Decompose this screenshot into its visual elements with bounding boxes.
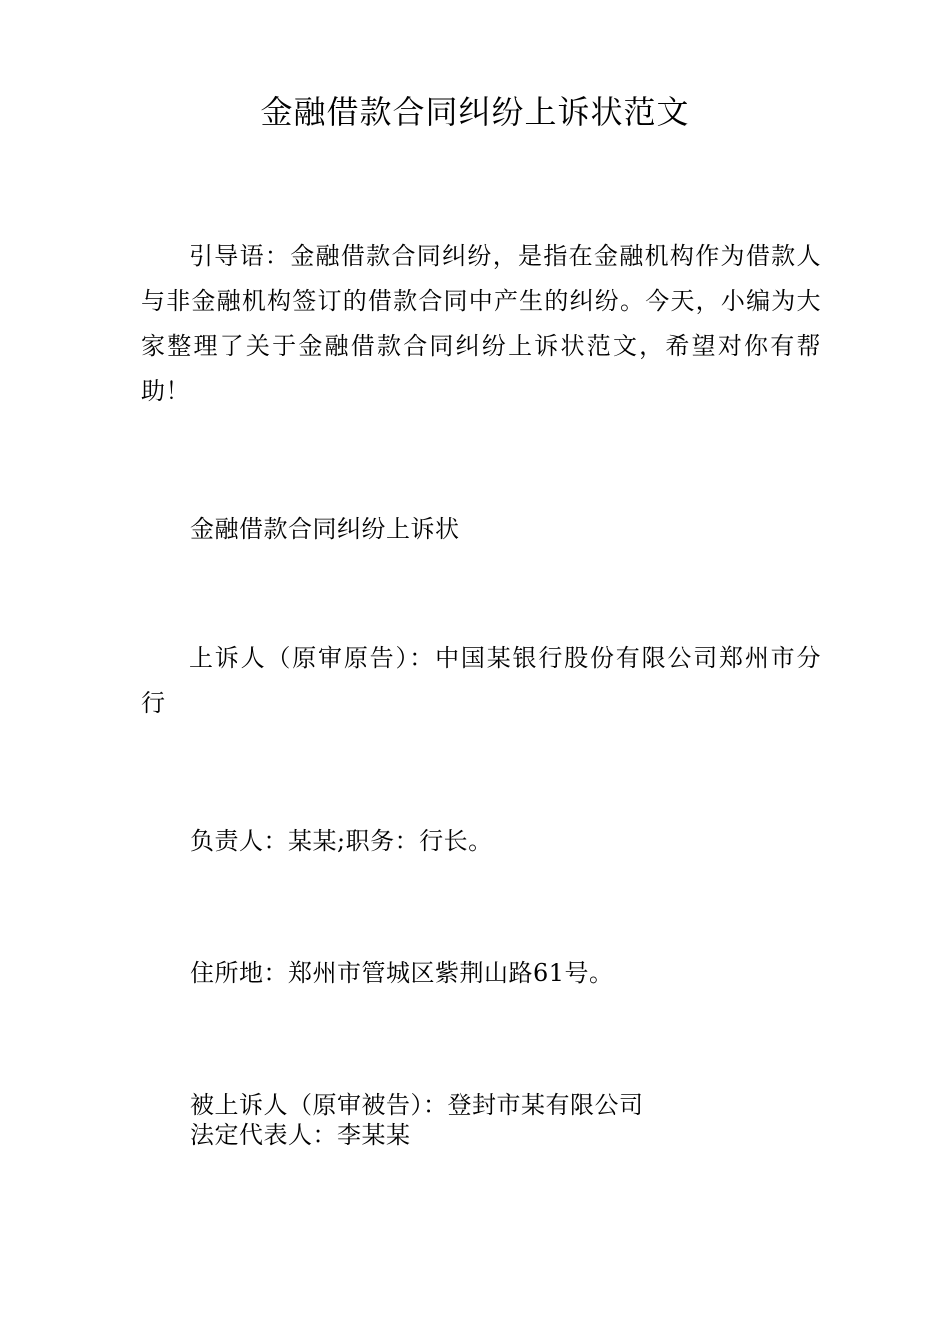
- appellee-line: 被上诉人（原审被告）：登封市某有限公司: [190, 1091, 644, 1119]
- address-line: 住所地：郑州市管城区紫荆山路61号。: [190, 959, 614, 987]
- legal-representative-line: 法定代表人：李某某: [190, 1121, 411, 1149]
- intro-paragraph: 引导语：金融借款合同纠纷，是指在金融机构作为借款人与非金融机构签订的借款合同中产生的纠纷。今天，小编为大家整理了关于金融借款合同纠纷上诉状范文，希望对你有帮助！: [141, 242, 821, 405]
- responsible-person-line: 负责人：某某;职务：行长。: [190, 827, 493, 855]
- section-subtitle: 金融借款合同纠纷上诉状: [190, 515, 460, 543]
- document-title: 金融借款合同纠纷上诉状范文: [260, 93, 690, 131]
- appellant-paragraph: 上诉人（原审原告）：中国某银行股份有限公司郑州市分 行: [141, 644, 821, 717]
